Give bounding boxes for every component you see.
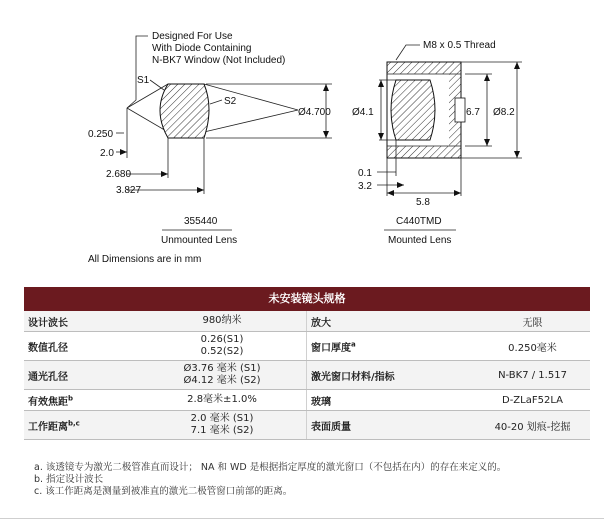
footnotes: [34, 462, 506, 498]
spec-label: 玻璃: [307, 390, 476, 411]
dim-01: 0.1: [358, 168, 372, 179]
spec-value: 0.250毫米: [475, 332, 590, 361]
spec-value: 无限: [475, 311, 590, 332]
table-row: [24, 411, 590, 440]
spec-table-title: 未安装镜头规格: [24, 287, 590, 311]
dim-2680: 2.680: [106, 169, 132, 180]
spec-value: Ø3.76 毫米 (S1) Ø4.12 毫米 (S2): [138, 361, 307, 390]
table-row: [24, 332, 590, 361]
spec-value: 2.0 毫米 (S1) 7.1 毫米 (S2): [138, 411, 307, 440]
dim-0250: 0.250: [88, 129, 114, 140]
spec-value: 0.26(S1) 0.52(S2): [138, 332, 307, 361]
surface-s1-label: S1: [137, 75, 150, 86]
spec-table-section: [24, 287, 590, 440]
spec-value: 2.8毫米±1.0%: [138, 390, 307, 411]
spec-label: 表面质量: [307, 411, 476, 440]
spec-label: 工作距离$^{b,c}$: [24, 411, 138, 440]
caption-mounted: Mounted Lens: [388, 235, 452, 246]
spec-label: 有效焦距$^b$: [24, 390, 138, 411]
spec-label: 通光孔径: [24, 361, 138, 390]
spec-value: 40-20 划痕-挖掘: [475, 411, 590, 440]
unmounted-lens-drawing: [88, 31, 332, 265]
dim-82: Ø8.2: [493, 107, 515, 118]
spec-value: D-ZLaF52LA: [475, 390, 590, 411]
dim-unmounted-diameter: Ø4.700: [298, 107, 331, 118]
bottom-divider: [0, 518, 604, 519]
table-row: [24, 311, 590, 332]
dim-67: 6.7: [466, 107, 480, 118]
spec-label: 窗口厚度$^a$: [307, 332, 476, 361]
design-note-line1: Designed For Use: [152, 31, 233, 42]
dim-58: 5.8: [416, 197, 430, 208]
spec-label: 设计波长: [24, 311, 138, 332]
dim-41: Ø4.1: [352, 107, 374, 118]
footnote-c: c. 该工作距离是测量到被准直的激光二极管窗口前部的距离。: [34, 486, 293, 497]
table-row: [24, 390, 590, 411]
caption-unmounted: Unmounted Lens: [161, 235, 238, 246]
dim-3827: 3.827: [116, 185, 142, 196]
dim-20: 2.0: [100, 148, 114, 159]
spec-label: 数值孔径: [24, 332, 138, 361]
spec-table: [24, 311, 590, 440]
footnote-a: a. 该透镜专为激光二极管准直而设计； NA 和 WD 是根据指定厚度的激光窗口（不包括在内）的存在来定义的。: [34, 462, 507, 473]
spec-value: N-BK7 / 1.517: [475, 361, 590, 390]
spec-label: 放大: [307, 311, 476, 332]
footnote-b: b. 指定设计波长: [34, 474, 104, 485]
mounted-lens-drawing: [352, 40, 522, 246]
thread-label: M8 x 0.5 Thread: [423, 40, 496, 51]
design-note-line2: With Diode Containing: [152, 43, 252, 54]
dim-32: 3.2: [358, 181, 372, 192]
table-row: [24, 361, 590, 390]
spec-value: 980纳米: [138, 311, 307, 332]
surface-s2-label: S2: [224, 96, 237, 107]
design-note-line3: N-BK7 Window (Not Included): [152, 55, 286, 66]
part-mounted: C440TMD: [396, 216, 442, 227]
part-unmounted: 355440: [184, 216, 218, 227]
spec-label: 激光窗口材料/指标: [307, 361, 476, 390]
dimensions-note: All Dimensions are in mm: [88, 254, 202, 265]
